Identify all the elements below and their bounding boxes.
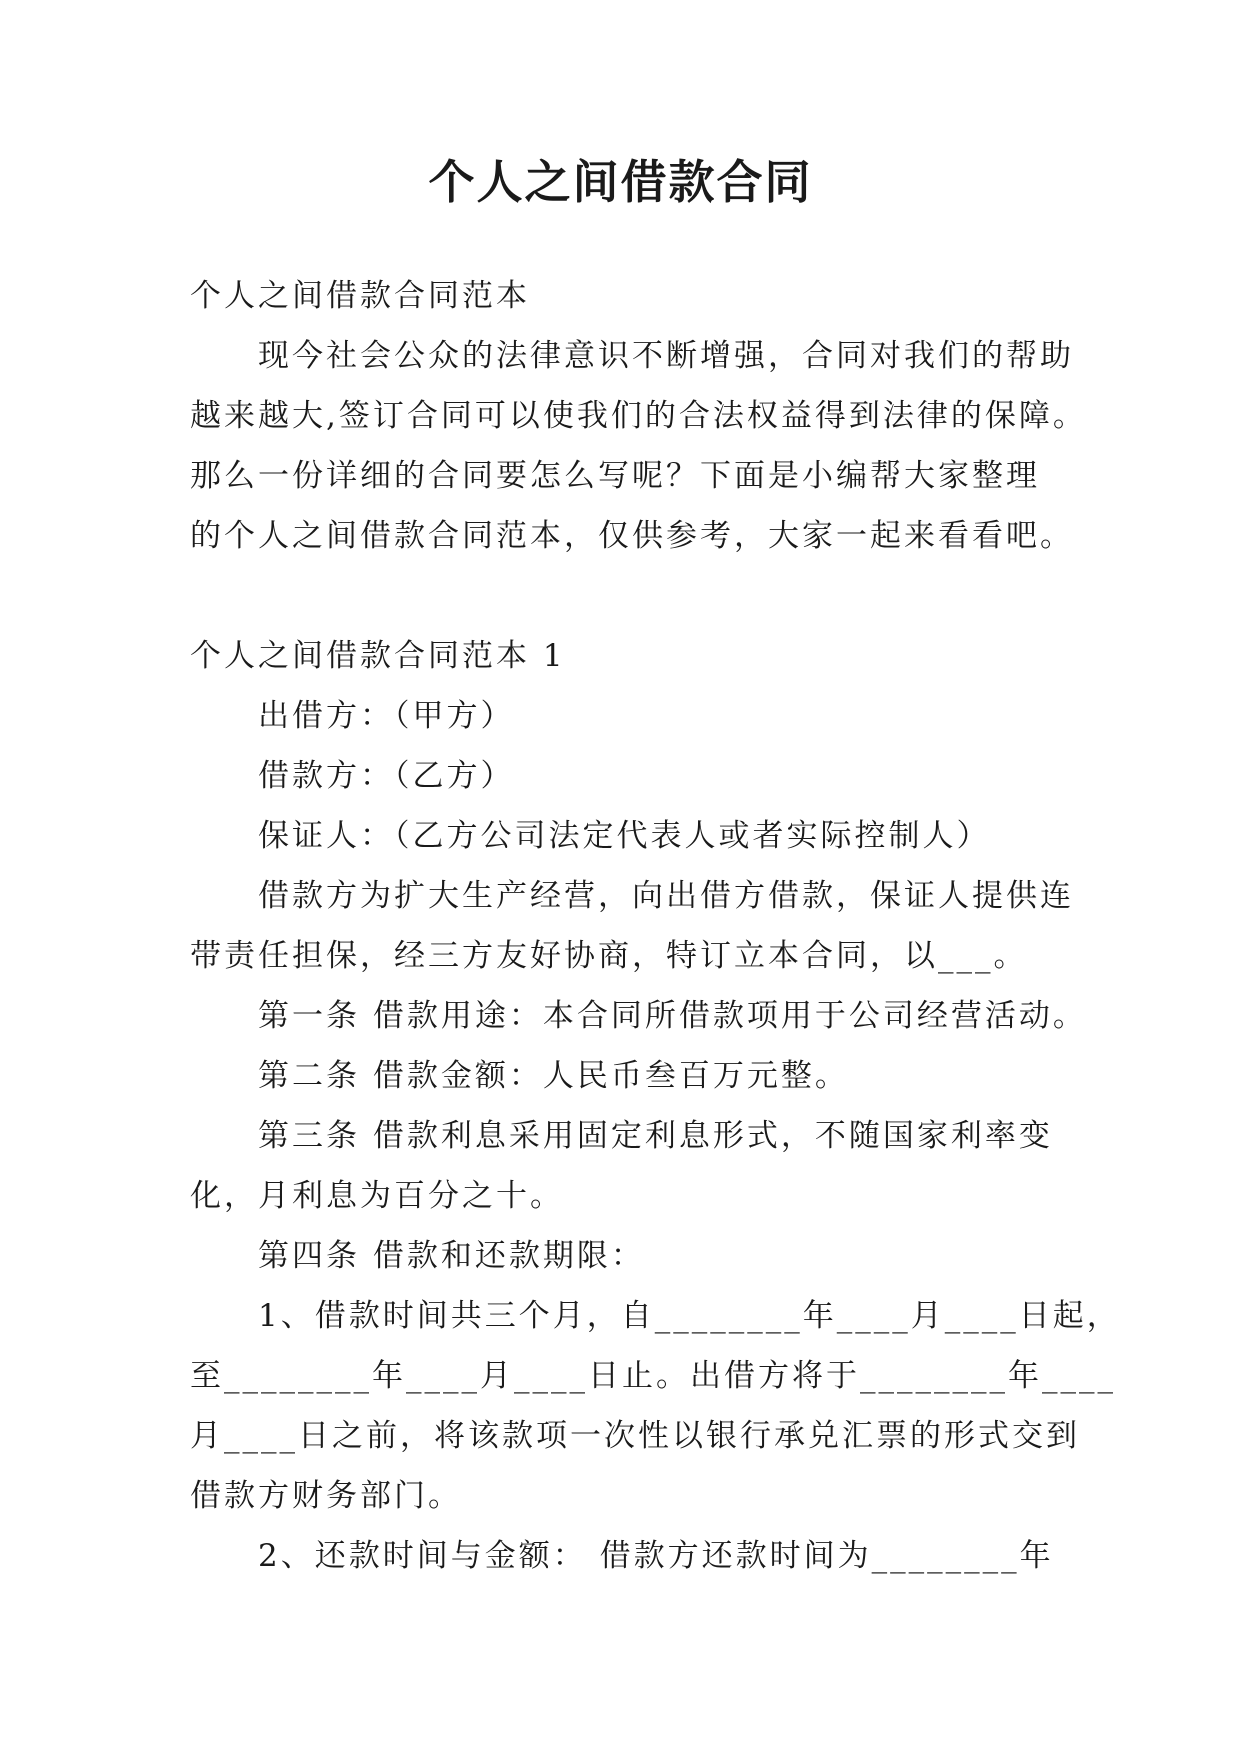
article-1: 第一条 借款用途：本合同所借款项用于公司经营活动。 [258, 998, 1087, 1034]
clause-1-line: 至________年____月____日止。出借方将于________年____ [190, 1358, 1116, 1394]
intro-line: 越来越大,签订合同可以使我们的合法权益得到法律的保障。 [190, 398, 1087, 434]
preamble-line: 借款方为扩大生产经营，向出借方借款，保证人提供连 [258, 878, 1074, 914]
intro-line: 的个人之间借款合同范本，仅供参考，大家一起来看看吧。 [190, 518, 1074, 554]
guarantor-line: 保证人：（乙方公司法定代表人或者实际控制人） [258, 818, 991, 854]
section-heading: 个人之间借款合同范本 1 [190, 638, 566, 674]
article-3-line: 化，月利息为百分之十。 [190, 1178, 564, 1214]
lender-line: 出借方：（甲方） [258, 698, 515, 734]
clause-2-line: 2、还款时间与金额： 借款方还款时间为________年 [258, 1538, 1054, 1574]
document-body [190, 266, 1121, 1586]
borrower-line: 借款方：（乙方） [258, 758, 515, 794]
intro-line: 现今社会公众的法律意识不断增强，合同对我们的帮助 [258, 338, 1074, 374]
article-4: 第四条 借款和还款期限： [258, 1238, 645, 1274]
article-3-line: 第三条 借款利息采用固定利息形式，不随国家利率变 [258, 1118, 1053, 1154]
clause-1-line: 借款方财务部门。 [190, 1478, 462, 1514]
intro-line: 那么一份详细的合同要怎么写呢？下面是小编帮大家整理 [190, 458, 1040, 494]
preamble-line: 带责任担保，经三方友好协商，特订立本合同，以___。 [190, 938, 1028, 974]
article-2: 第二条 借款金额：人民币叁百万元整。 [258, 1058, 849, 1094]
clause-1-line: 月____日之前，将该款项一次性以银行承兑汇票的形式交到 [190, 1418, 1080, 1454]
page-title: 个人之间借款合同 [428, 155, 813, 209]
clause-1-line: 1、借款时间共三个月，自________年____月____日起， [258, 1298, 1121, 1334]
intro-heading: 个人之间借款合同范本 [190, 278, 530, 314]
